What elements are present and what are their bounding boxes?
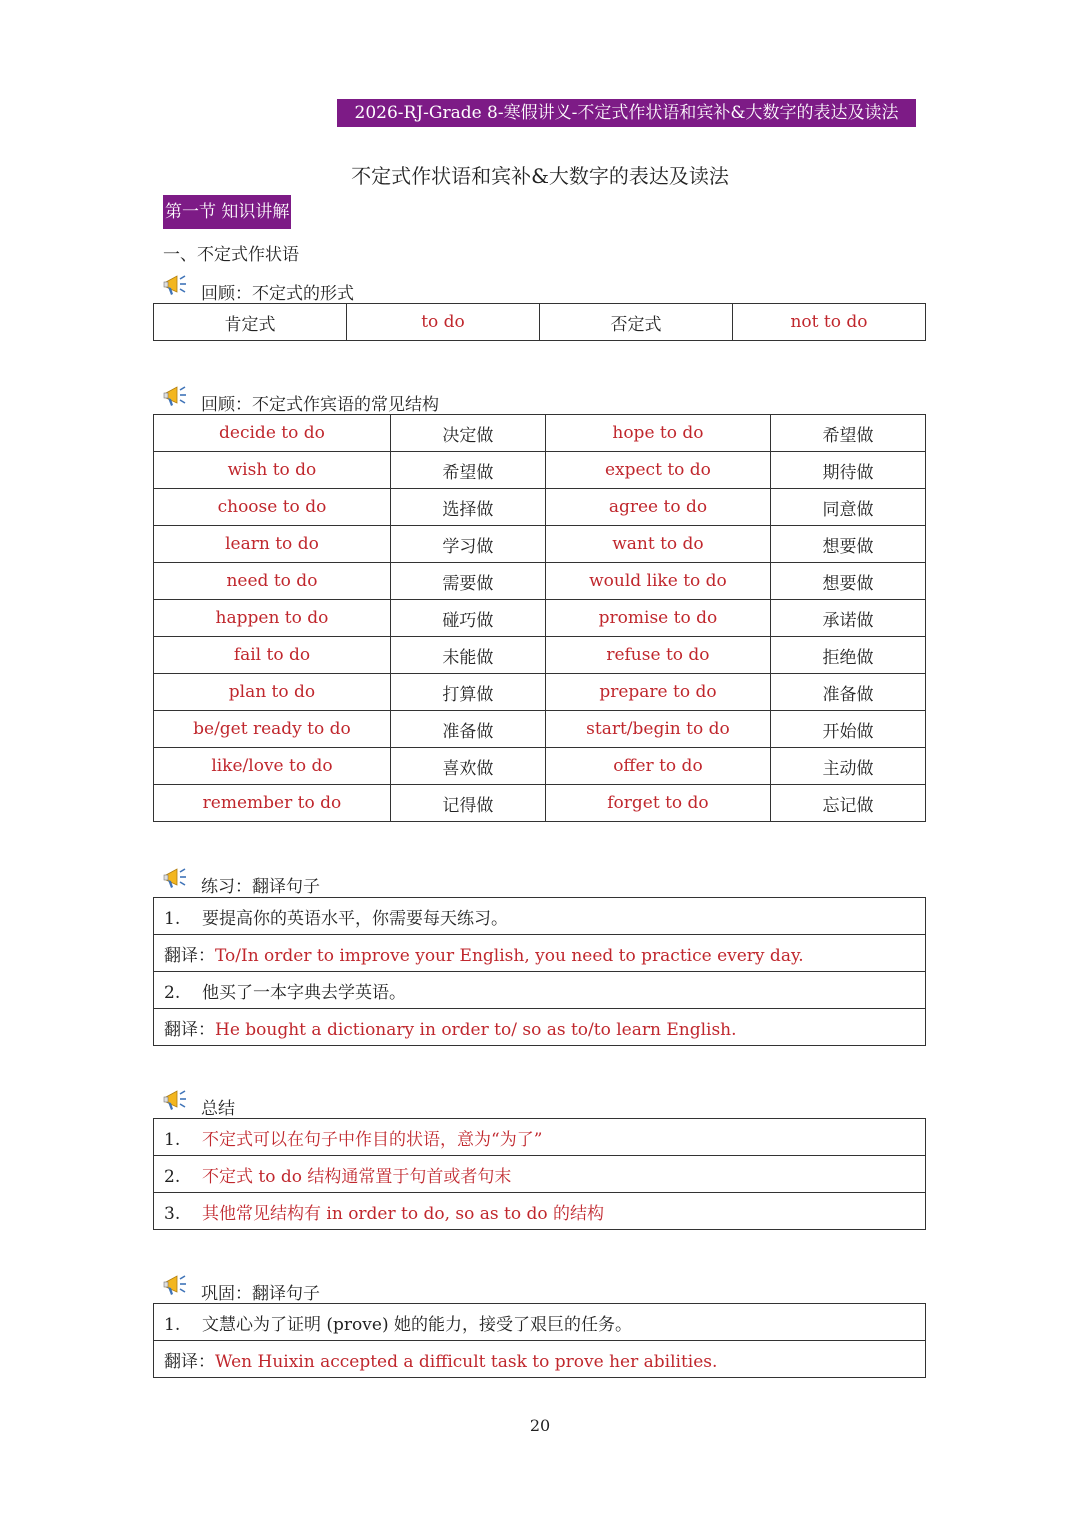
page-title: 不定式作状语和宾补&大数字的表达及读法	[351, 164, 729, 188]
forms-table	[153, 303, 926, 341]
phrase-cell: learn to do	[154, 526, 391, 563]
meaning-cell: 选择做	[390, 489, 545, 526]
phrase-cell: hope to do	[545, 415, 770, 452]
meaning-cell: 决定做	[390, 415, 545, 452]
answer-text: To/In order to improve your English, you need to practice every day.	[215, 945, 804, 966]
table-row	[154, 972, 926, 1009]
phrase-cell: like/love to do	[154, 748, 391, 785]
meaning-cell: 期待做	[770, 452, 925, 489]
meaning-cell: 同意做	[770, 489, 925, 526]
summary-point: 不定式 to do 结构通常置于句首或者句末	[202, 1166, 512, 1187]
phrase-cell: plan to do	[154, 674, 391, 711]
phrase-cell: prepare to do	[545, 674, 770, 711]
phrase-cell: choose to do	[154, 489, 391, 526]
question-cell	[154, 1304, 926, 1341]
item-number: 1.	[164, 1314, 181, 1335]
review-forms-text: 回顾：不定式的形式	[201, 284, 354, 304]
table-row	[154, 1009, 926, 1046]
megaphone-icon	[163, 273, 189, 297]
section-tag: 第一节 知识讲解	[163, 195, 291, 229]
question-text: 文慧心为了证明 (prove) 她的能力，接受了艰巨的任务。	[202, 1314, 632, 1335]
phrase-cell: be/get ready to do	[154, 711, 391, 748]
table-row	[154, 1304, 926, 1341]
meaning-cell: 准备做	[390, 711, 545, 748]
phrase-cell: offer to do	[545, 748, 770, 785]
table-row	[154, 489, 926, 526]
table-row	[154, 415, 926, 452]
summary-label	[163, 1094, 563, 1119]
meaning-cell: 需要做	[390, 563, 545, 600]
table-row	[154, 452, 926, 489]
megaphone-icon	[163, 384, 189, 408]
question-text: 他买了一本字典去学英语。	[202, 982, 406, 1003]
phrase-cell: fail to do	[154, 637, 391, 674]
meaning-cell: 主动做	[770, 748, 925, 785]
table-row	[154, 637, 926, 674]
answer-cell	[154, 935, 926, 972]
phrase-cell: decide to do	[154, 415, 391, 452]
megaphone-icon	[163, 866, 189, 890]
phrase-cell: refuse to do	[545, 637, 770, 674]
meaning-cell: 想要做	[770, 563, 925, 600]
review-objects-label	[163, 390, 663, 415]
question-cell	[154, 898, 926, 935]
phrase-cell: agree to do	[545, 489, 770, 526]
meaning-cell: 记得做	[390, 785, 545, 822]
phrase-cell: wish to do	[154, 452, 391, 489]
table-row	[154, 1193, 926, 1230]
phrase-cell: happen to do	[154, 600, 391, 637]
meaning-cell: 碰巧做	[390, 600, 545, 637]
phrase-cell: would like to do	[545, 563, 770, 600]
practice-text: 练习：翻译句子	[201, 877, 320, 897]
answer-prefix: 翻译：	[164, 1019, 215, 1040]
question-cell	[154, 972, 926, 1009]
item-number: 2.	[164, 982, 181, 1003]
table-row	[154, 898, 926, 935]
answer-cell	[154, 1009, 926, 1046]
table-row	[154, 600, 926, 637]
item-number: 2.	[164, 1166, 181, 1187]
meaning-cell: 准备做	[770, 674, 925, 711]
table-row	[154, 785, 926, 822]
subheading: 一、不定式作状语	[163, 245, 299, 265]
answer-prefix: 翻译：	[164, 945, 215, 966]
table-row	[154, 563, 926, 600]
table-row	[154, 1119, 926, 1156]
summary-text: 总结	[201, 1099, 235, 1119]
item-number: 1.	[164, 1129, 181, 1150]
summary-point: 其他常见结构有 in order to do, so as to do 的结构	[202, 1203, 605, 1224]
meaning-cell: 想要做	[770, 526, 925, 563]
megaphone-icon	[163, 1088, 189, 1112]
meaning-cell: 开始做	[770, 711, 925, 748]
summary-table	[153, 1118, 926, 1230]
answer-text: Wen Huixin accepted a difficult task to prove her abilities.	[215, 1351, 718, 1372]
summary-cell	[154, 1119, 926, 1156]
review-forms-label	[163, 279, 563, 304]
item-number: 1.	[164, 908, 181, 929]
table-row	[154, 711, 926, 748]
phrase-cell: need to do	[154, 563, 391, 600]
answer-text: He bought a dictionary in order to/ so as to/to learn English.	[215, 1019, 737, 1040]
forms-cell: to do	[347, 304, 540, 341]
answer-prefix: 翻译：	[164, 1351, 215, 1372]
forms-cell: 肯定式	[154, 304, 347, 341]
practice-label	[163, 872, 563, 897]
meaning-cell: 拒绝做	[770, 637, 925, 674]
practice-table	[153, 897, 926, 1046]
review-objects-text: 回顾：不定式作宾语的常见结构	[201, 395, 439, 415]
meaning-cell: 忘记做	[770, 785, 925, 822]
consolidate-label	[163, 1279, 563, 1304]
meaning-cell: 希望做	[390, 452, 545, 489]
verbs-table	[153, 414, 926, 822]
phrase-cell: forget to do	[545, 785, 770, 822]
meaning-cell: 学习做	[390, 526, 545, 563]
phrase-cell: expect to do	[545, 452, 770, 489]
phrase-cell: promise to do	[545, 600, 770, 637]
table-row	[154, 1156, 926, 1193]
header-banner: 2026-RJ-Grade 8-寒假讲义-不定式作状语和宾补&大数字的表达及读法	[337, 99, 916, 127]
meaning-cell: 承诺做	[770, 600, 925, 637]
item-number: 3.	[164, 1203, 181, 1224]
table-row	[154, 748, 926, 785]
meaning-cell: 希望做	[770, 415, 925, 452]
page-number: 20	[529, 1416, 551, 1435]
forms-cell: not to do	[733, 304, 926, 341]
meaning-cell: 未能做	[390, 637, 545, 674]
meaning-cell: 打算做	[390, 674, 545, 711]
answer-cell	[154, 1341, 926, 1378]
table-row	[154, 674, 926, 711]
summary-point: 不定式可以在句子中作目的状语，意为“为了”	[202, 1129, 543, 1150]
consolidate-text: 巩固：翻译句子	[201, 1284, 320, 1304]
summary-cell	[154, 1156, 926, 1193]
summary-cell	[154, 1193, 926, 1230]
megaphone-icon	[163, 1273, 189, 1297]
table-row	[154, 526, 926, 563]
phrase-cell: want to do	[545, 526, 770, 563]
forms-cell: 否定式	[540, 304, 733, 341]
table-row	[154, 935, 926, 972]
phrase-cell: start/begin to do	[545, 711, 770, 748]
table-row	[154, 1341, 926, 1378]
meaning-cell: 喜欢做	[390, 748, 545, 785]
phrase-cell: remember to do	[154, 785, 391, 822]
consolidate-table	[153, 1303, 926, 1378]
question-text: 要提高你的英语水平，你需要每天练习。	[202, 908, 508, 929]
